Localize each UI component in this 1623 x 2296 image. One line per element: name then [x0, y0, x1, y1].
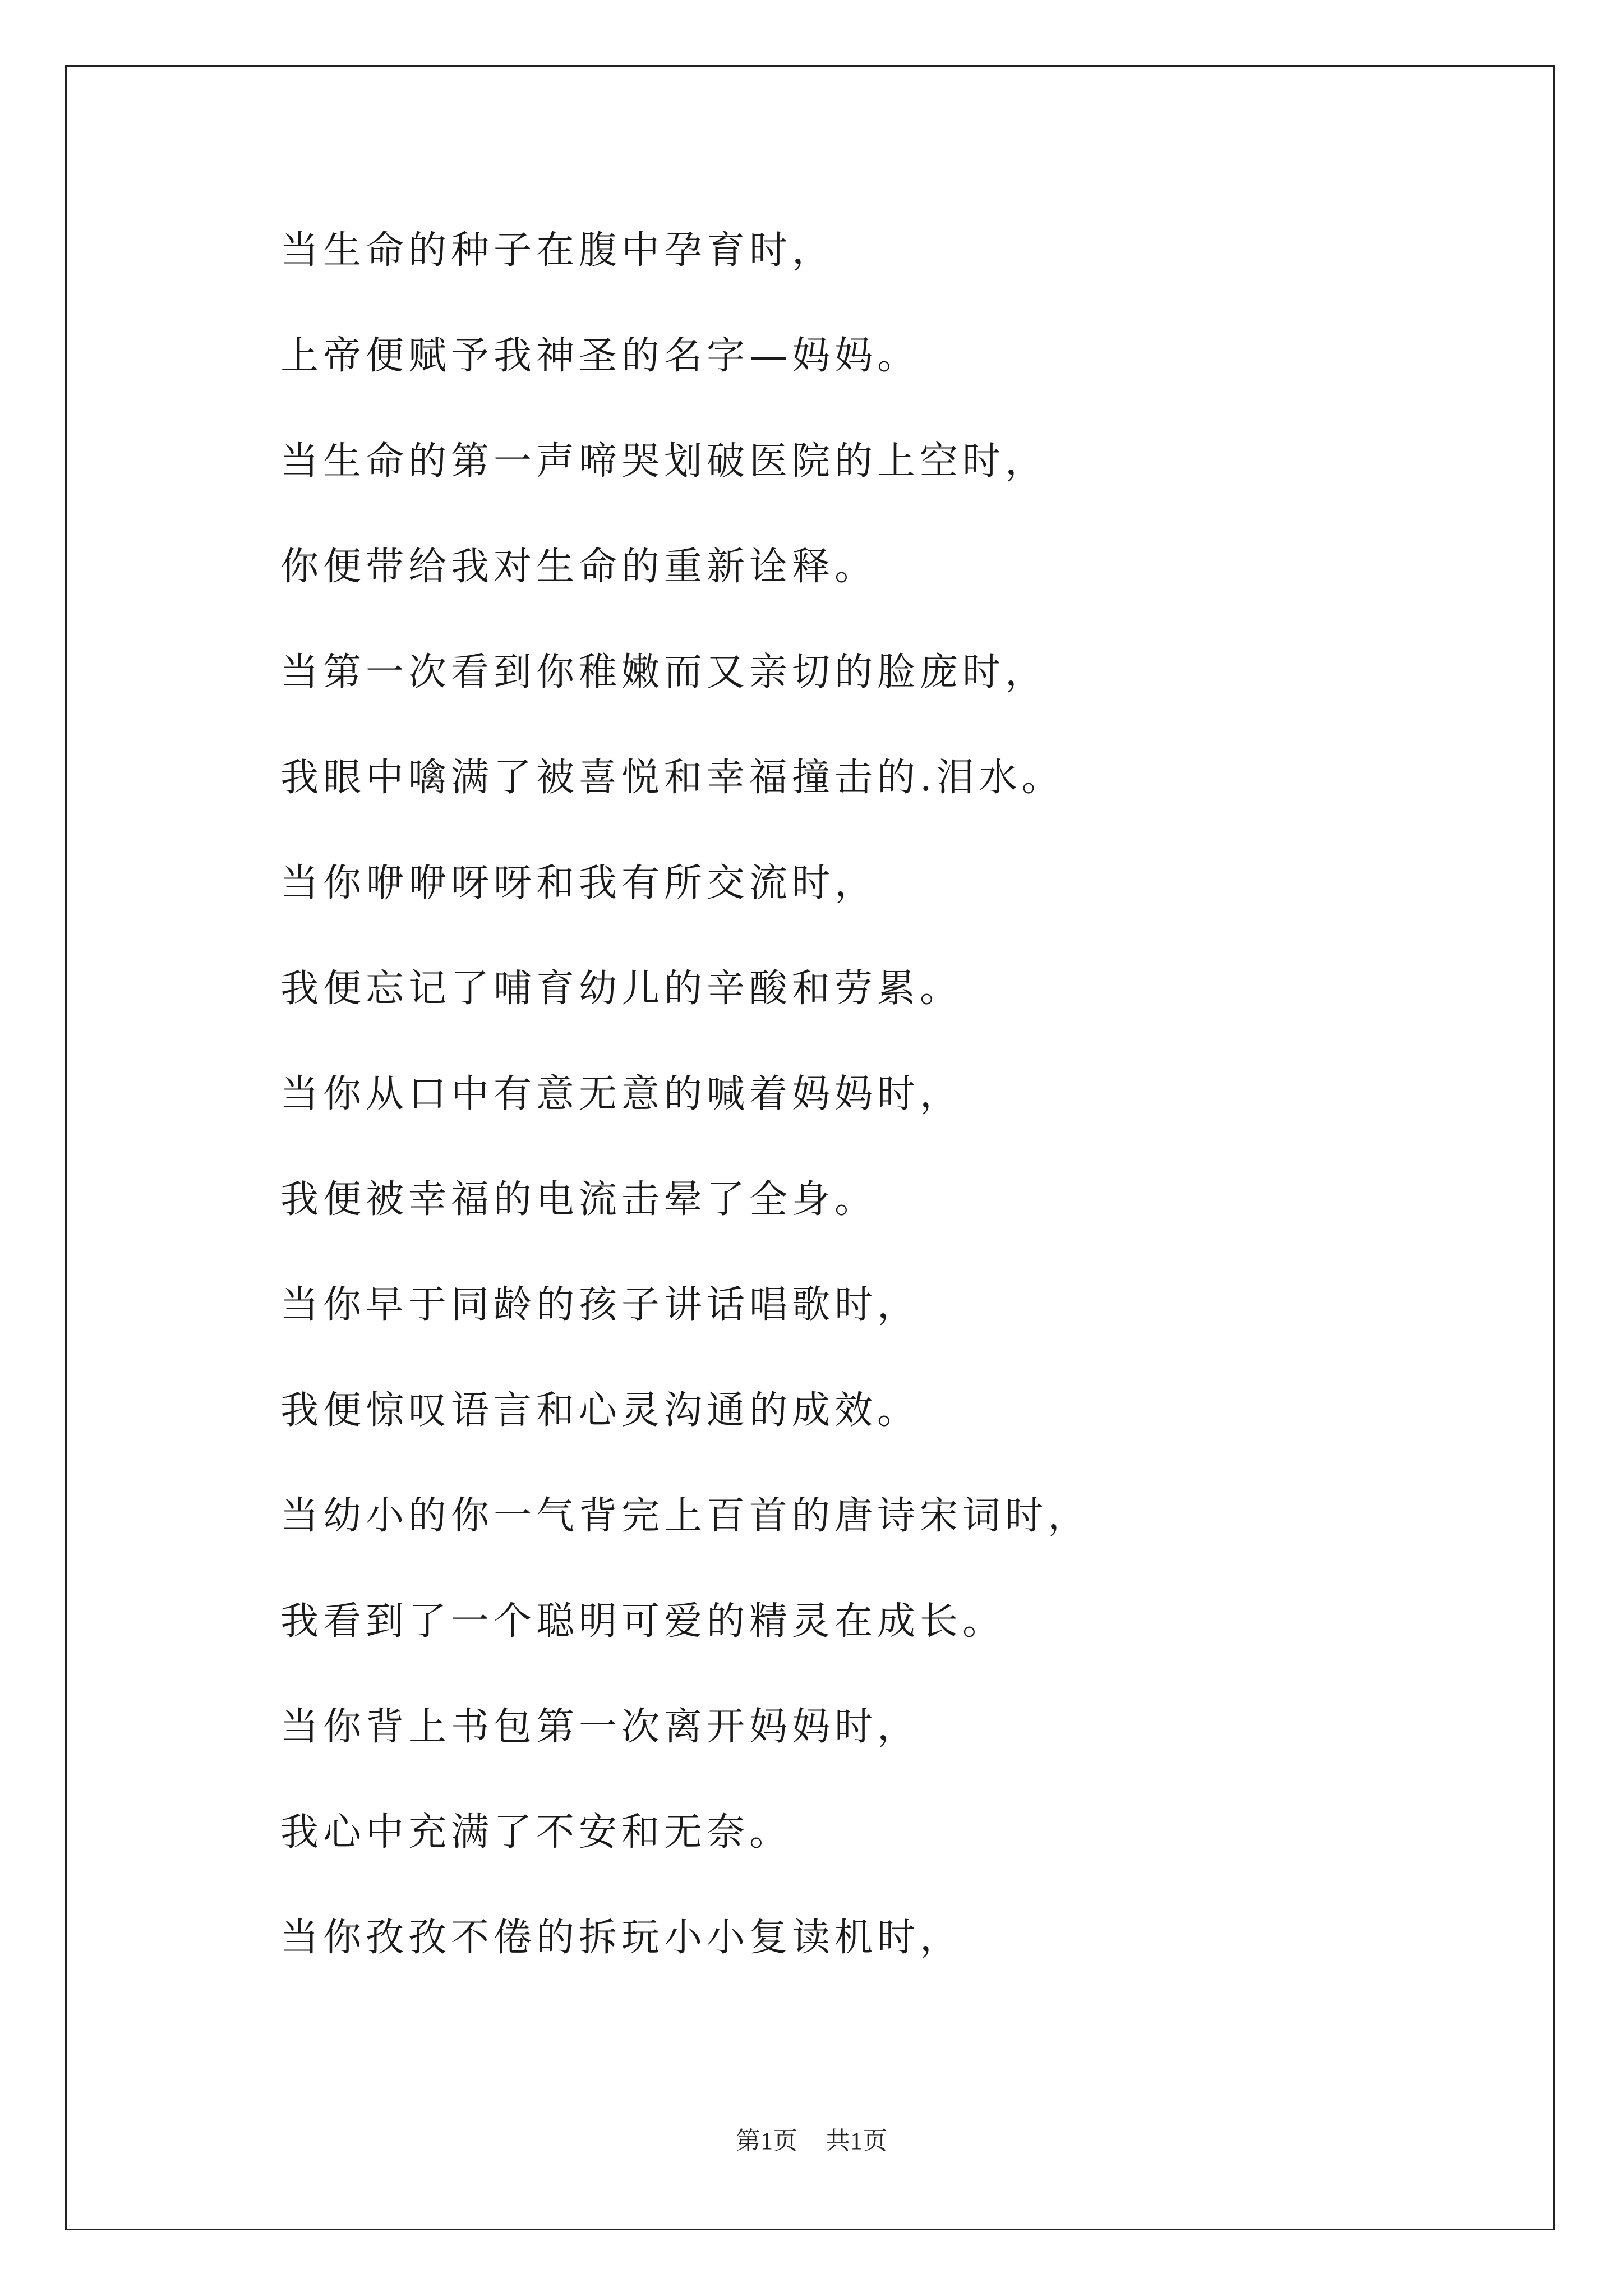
page-footer [0, 2120, 1623, 2156]
text-line: 我眼中噙满了被喜悦和幸福撞击的.泪水。 [280, 756, 1064, 800]
page-total: 共1页 [826, 2127, 887, 2155]
text-line: 我便忘记了哺育幼儿的辛酸和劳累。 [280, 967, 963, 1011]
page-number: 第1页 [736, 2127, 797, 2155]
text-line: 我便惊叹语言和心灵沟通的成效。 [280, 1388, 920, 1433]
text-line: 当你从口中有意无意的喊着妈妈时， [280, 1072, 963, 1116]
text-line: 当你咿咿呀呀和我有所交流时， [280, 861, 878, 905]
text-line: 当生命的种子在腹中孕育时， [280, 228, 835, 273]
text-line: 上帝便赋予我神圣的名字—妈妈。 [280, 334, 920, 378]
page-border [65, 65, 1555, 2230]
text-line: 当幼小的你一气背完上百首的唐诗宋词时， [280, 1494, 1091, 1538]
text-line: 你便带给我对生命的重新诠释。 [280, 545, 878, 589]
text-line: 当你早于同龄的孩子讲话唱歌时， [280, 1283, 920, 1327]
text-line: 当你孜孜不倦的拆玩小小复读机时， [280, 1916, 963, 1960]
text-line: 我看到了一个聪明可爱的精灵在成长。 [280, 1599, 1006, 1644]
text-line: 我便被幸福的电流击晕了全身。 [280, 1177, 878, 1222]
text-line: 当生命的第一声啼哭划破医院的上空时， [280, 439, 1048, 484]
text-line: 当第一次看到你稚嫩而又亲切的脸庞时， [280, 650, 1048, 694]
text-line: 我心中充满了不安和无奈。 [280, 1810, 792, 1855]
text-line: 当你背上书包第一次离开妈妈时， [280, 1705, 920, 1749]
